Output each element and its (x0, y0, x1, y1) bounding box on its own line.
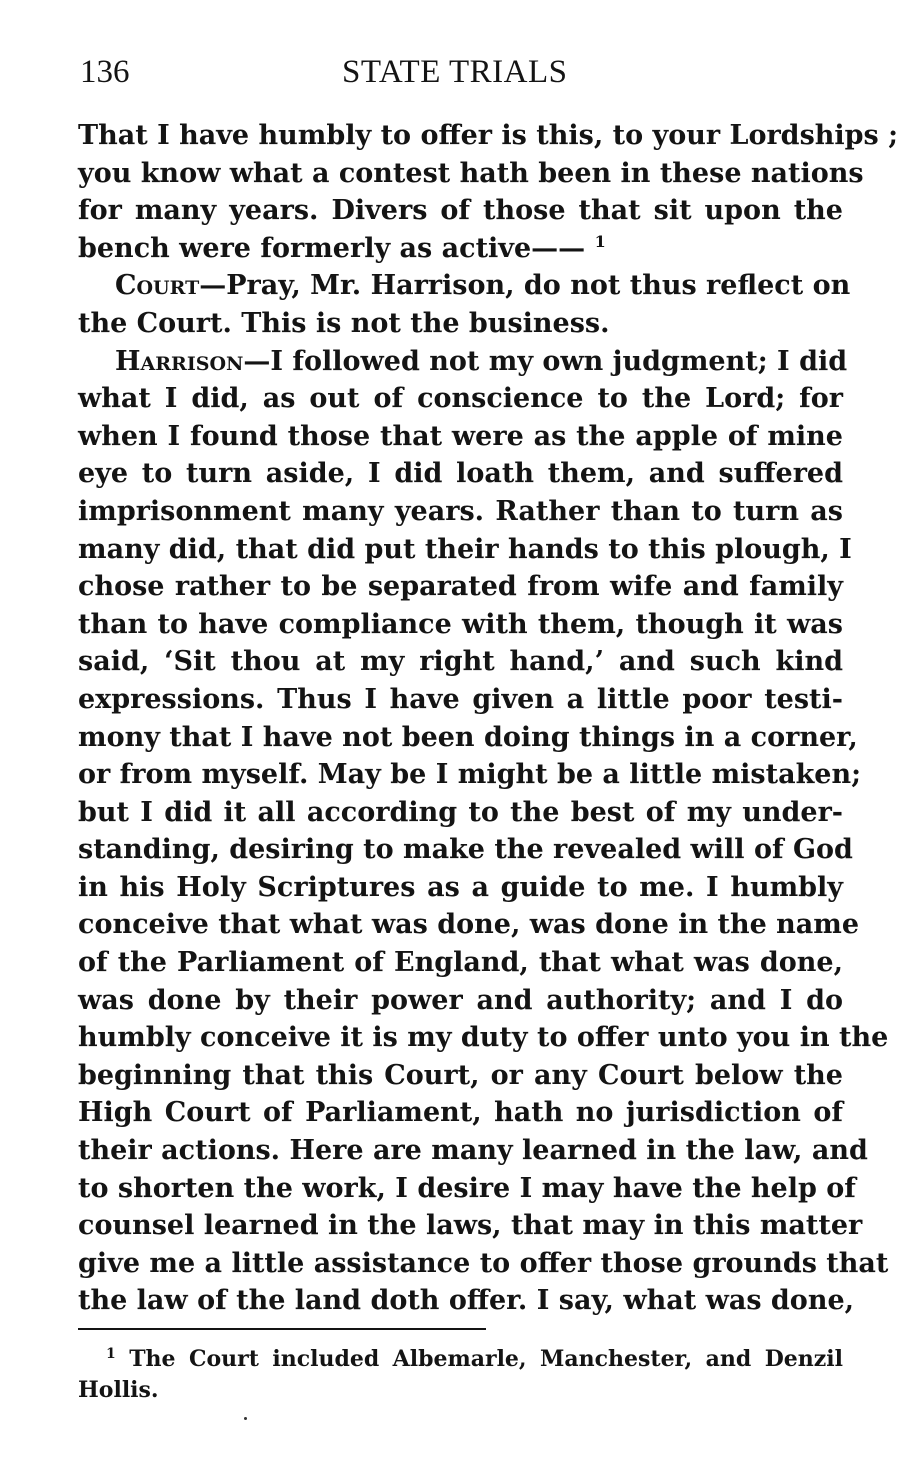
text-line: in his Holy Scriptures as a guide to me. I humbly (78, 871, 843, 903)
text-line-content: —I followed not my own judgment; I did (243, 345, 848, 377)
text-line-content: bench were formerly as active—— (78, 232, 586, 264)
text-line (78, 230, 843, 268)
text-line: for many years. Divers of those that sit upon the (78, 195, 843, 227)
running-header (80, 54, 842, 94)
text-line: expressions. Thus I have given a little poor testi- (78, 683, 843, 715)
text-line: mony that I have not been doing things in a corner, (78, 721, 858, 753)
text-line: imprisonment many years. Rather than to turn as (78, 495, 843, 527)
running-title: STATE TRIALS (342, 54, 568, 90)
speaker-name-harrison: Harrison (115, 345, 244, 377)
footnote-line: Hollis. (78, 1377, 159, 1403)
text-line: of the Parliament of England, that what was done, (78, 947, 843, 979)
footnote-divider (78, 1328, 486, 1330)
footnote (78, 1344, 843, 1406)
text-line: humbly conceive it is my duty to offer unto you in the (78, 1022, 889, 1054)
footnote-text: The Court included Albemarle, Manchester, and Denzil (129, 1346, 843, 1372)
text-line: said, ‘Sit thou at my right hand,’ and such kind (78, 646, 843, 678)
text-line: to shorten the work, I desire I may have the help of (78, 1172, 856, 1204)
text-line (78, 343, 848, 381)
text-line: than to have compliance with them, though it was (78, 608, 843, 640)
speaker-name-court: Court (115, 270, 200, 302)
text-line: give me a little assistance to offer those grounds that (78, 1247, 889, 1279)
text-line: eye to turn aside, I did loath them, and suffered (78, 458, 843, 490)
text-line: many did, that did put their hands to this plough, I (78, 533, 852, 565)
text-line: chose rather to be separated from wife and family (78, 571, 843, 603)
text-line (78, 267, 851, 305)
text-line: was done by their power and authority; and I do (78, 984, 843, 1016)
footnote-reference: 1 (594, 231, 606, 251)
text-line-content: —Pray, Mr. Harrison, do not thus reflect on (199, 270, 851, 302)
page-number: 136 (80, 54, 130, 90)
text-line: counsel learned in the laws, that may in this matter (78, 1210, 863, 1242)
footnote-line (78, 1344, 843, 1375)
text-line: That I have humbly to offer is this, to your Lordships ; (78, 120, 899, 151)
footnote-marker: 1 (106, 1346, 116, 1362)
text-line: you know what a contest hath been in these nations (78, 157, 864, 189)
text-line: or from myself. May be I might be a little mistaken; (78, 759, 862, 791)
text-line: their actions. Here are many learned in the law, and (78, 1135, 868, 1167)
text-line: the law of the land doth offer. I say, what was done, (78, 1285, 855, 1317)
body-text (78, 117, 899, 1320)
text-line: the Court. This is not the business. (78, 307, 610, 339)
text-line: beginning that this Court, or any Court below the (78, 1059, 843, 1091)
text-line: standing, desiring to make the revealed will of God (78, 834, 853, 866)
text-line: what I did, as out of conscience to the Lord; for (78, 383, 843, 415)
text-line: High Court of Parliament, hath no jurisdiction of (78, 1097, 843, 1129)
text-line: but I did it all according to the best of my under- (78, 796, 843, 828)
print-speck (244, 1417, 247, 1420)
text-line: conceive that what was done, was done in the name (78, 909, 860, 941)
text-line: when I found those that were as the apple of mine (78, 420, 843, 452)
